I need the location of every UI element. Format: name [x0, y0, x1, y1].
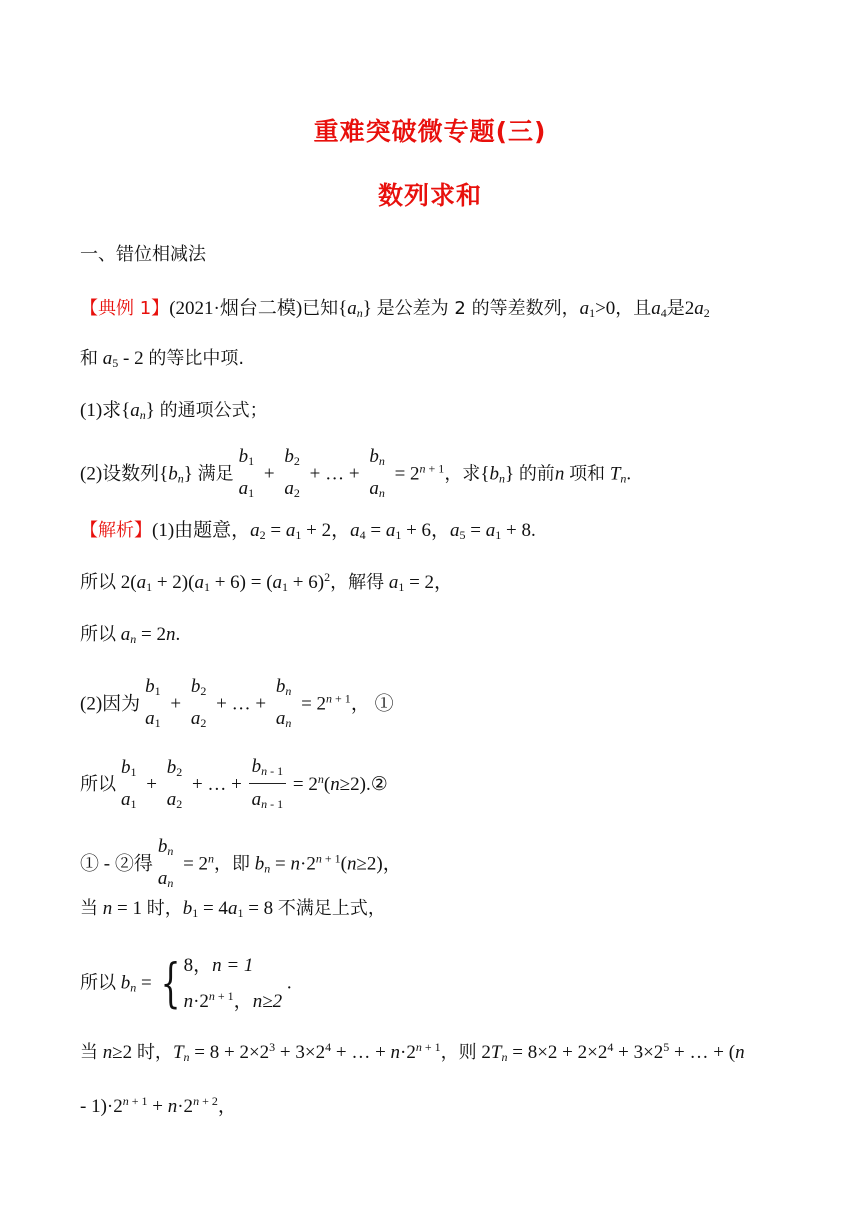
- fraction: $b_2$ $a_2$: [166, 756, 183, 811]
- fraction: $b_2$ $a_2$: [284, 446, 300, 500]
- example-source: (2021·烟台二模): [169, 298, 303, 319]
- math-seq-a: $\{a_n\}$: [338, 298, 372, 320]
- fraction: $b_1$ $a_1$: [145, 676, 161, 730]
- fraction: $b_n$ $a_n$: [275, 676, 292, 730]
- solution-line-5: 所以 $b_1$ $a_1$ + $b_2$ $a_2$ + … + $\frac{b_{n - 1}}{a_{n - 1}}$ = $2^n(n\ge 2).②$: [80, 756, 388, 811]
- solution-line-9: 当 n≥2 时，$T_n = 8 + 2\times 2^3 + 3\times 2^4$ + … + $n\cdot 2^{n + 1}$，则 $2T_n = 8\times 2 + 2\times 2^4 + 3\times 2^5$ + … + (n: [80, 1040, 745, 1064]
- solution-line-6: ① - ②得 $b_n$ $a_n$ = $2^n$，即 $b_n = n\cdot 2^{n + 1}(n\ge 2)$，: [80, 836, 402, 890]
- fraction: $b_1$ $a_1$: [238, 446, 255, 500]
- solution-line-4: (2)因为 $b_1$ $a_1$ + $b_2$ $a_2$ + … + $b_n$ $a_n$ = $2^{n + 1}$， ①: [80, 676, 394, 730]
- fraction: $b_n$ $a_n$: [157, 836, 174, 890]
- example-tag: 【典例 1】: [80, 298, 170, 319]
- solution-line-7: 当 n = 1 时，$b_1 = 4a_1 = 8$ 不满足上式，: [80, 898, 386, 920]
- fraction: $\frac{b_{n - 1}}{a_{n - 1}}$: [249, 754, 287, 813]
- example-stem-line-1: 【典例 1】(2021·烟台二模)已知$\{a_n\}$ 是公差为 2 的等差数列，$a_1>0$，且$a_4$是$2a_2$: [80, 298, 710, 320]
- page-title: 重难突破微专题(三): [313, 117, 547, 146]
- question-1: (1)求$\{a_n\}$ 的通项公式；: [80, 400, 268, 422]
- solution-line-10: - $1)\cdot 2^{n + 1} + n\cdot 2^{n + 2}$，: [80, 1094, 237, 1117]
- solution-line-1: 【解析】(1)由题意，$a_2 = a_1 + 2$，$a_4 = a_1 + 6$，$a_5 = a_1 + 8$.: [80, 520, 536, 542]
- left-brace: {: [161, 954, 181, 1014]
- fraction: $b_n$ $a_n$: [369, 446, 385, 500]
- page-subtitle: 数列求和: [377, 181, 482, 210]
- solution-line-3: 所以 $a_n = 2n$.: [80, 624, 181, 646]
- fraction: $b_2$ $a_2$: [190, 676, 207, 730]
- fraction: $b_1$ $a_1$: [121, 756, 137, 811]
- solution-line-2: 所以 $2(a_1 + 2)(a_1 + 6) = (a_1 + 6)^2$，解得 $a_1 = 2$，: [80, 570, 454, 594]
- example-stem-line-2: 和 $a_5 - 2$ 的等比中项.: [80, 348, 245, 370]
- solution-line-8: 所以 $b_n$ = { 8，n = 1 $n\cdot 2^{n + 1}$，n≥2 .: [80, 948, 292, 1020]
- piecewise-cases: 8，n = 1 $n\cdot 2^{n + 1}$，n≥2: [183, 955, 283, 1012]
- section-heading: 一、错位相减法: [80, 244, 206, 265]
- solution-tag: 【解析】: [80, 520, 152, 541]
- question-2: (2)设数列$\{b_n\}$ 满足 $b_1$ $a_1$ + $b_2$ $a_2$ + … + $b_n$ $a_n$ = $2^{n + 1}$，求$\{b_n\}$ 的前n 项和 $T_n$.: [80, 446, 632, 500]
- circled-1: ①: [374, 693, 394, 715]
